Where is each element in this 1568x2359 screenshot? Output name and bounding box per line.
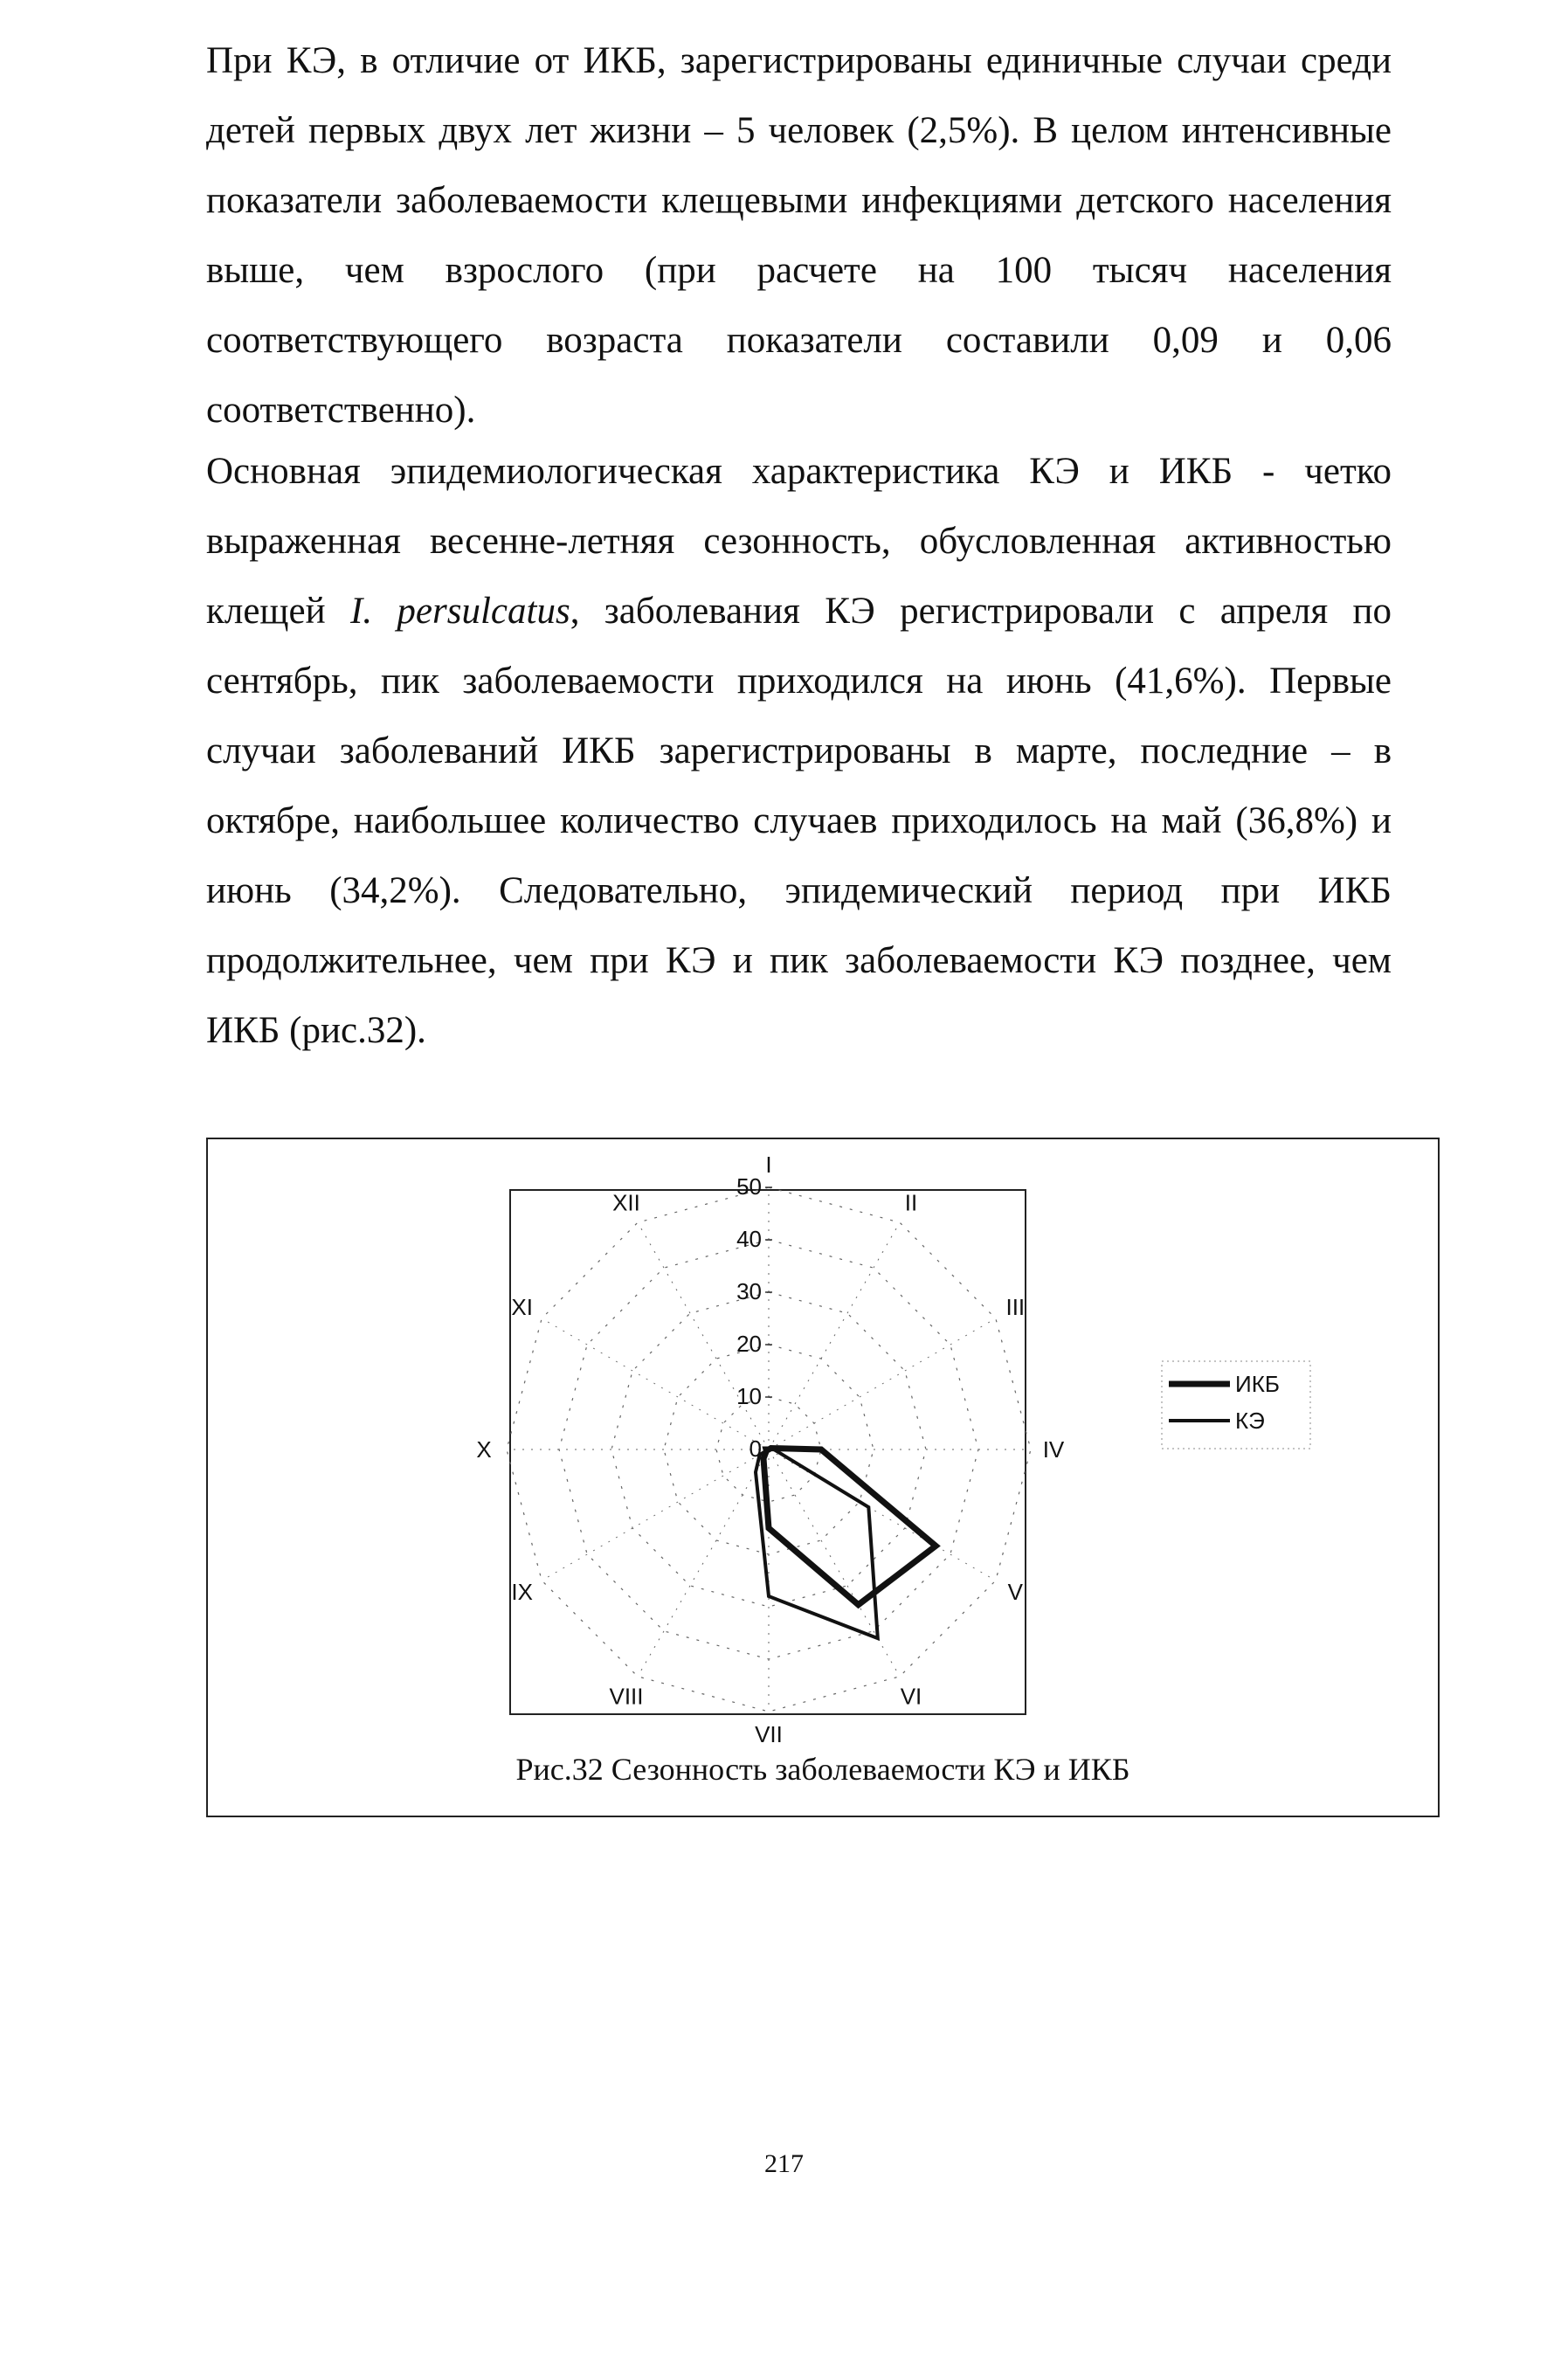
category-label: XII <box>612 1189 640 1216</box>
figure-32 <box>206 1138 1440 1817</box>
chart-legend <box>1162 1361 1310 1449</box>
category-label: VIII <box>609 1683 644 1710</box>
series-line <box>763 1449 936 1605</box>
axis-spoke <box>769 1318 996 1449</box>
category-label: II <box>904 1189 918 1216</box>
axis-spoke <box>769 1222 900 1449</box>
category-label: VII <box>755 1721 783 1742</box>
axis-spoke <box>638 1449 769 1677</box>
axis-spoke <box>769 1449 900 1677</box>
axis-spoke <box>542 1318 769 1449</box>
category-label: III <box>1005 1294 1026 1320</box>
category-label: VI <box>900 1683 922 1710</box>
paragraph-2-text-b: , заболевания КЭ регистрировали с апреля по сентябрь, пик заболеваемости приходился на июнь (41,6%). Первые случаи заболеваний ИКБ зарегистрированы в марте, последние – в октябре, наибольшее количество случаев приходилось на май (36,8%) и июнь (34,2%). Следовательно, эпидемический период при ИКБ продолжительнее, чем при КЭ и пик заболеваемости КЭ позднее, чем ИКБ (рис.32). <box>206 591 1392 1051</box>
radar-chart <box>208 1139 1438 1742</box>
paragraph-1: При КЭ, в отличие от ИКБ, зарегистрированы единичные случаи среди детей первых двух лет жизни – 5 человек (2,5%). В целом интенсивные показатели заболеваемости клещевыми инфекциями детского населения выше, чем взрослого (при расчете на 100 тысяч населения соответствующего возраста показатели составили 0,09 и 0,06 соответственно). <box>206 40 1392 431</box>
category-label: IV <box>1042 1436 1065 1463</box>
figure-caption: Рис.32 Сезонность заболеваемости КЭ и ИКБ <box>515 1752 1130 1787</box>
category-label: V <box>1007 1579 1023 1605</box>
paragraph-2 <box>206 437 1392 1066</box>
page-number: 217 <box>764 2149 804 2178</box>
radial-tick-label: 0 <box>749 1435 762 1462</box>
legend-label: ИКБ <box>1235 1371 1280 1397</box>
category-label: IX <box>511 1579 533 1605</box>
category-label: X <box>476 1436 492 1463</box>
radial-tick-label: 10 <box>736 1383 762 1409</box>
category-label: XI <box>511 1294 533 1320</box>
radial-tick-label: 40 <box>736 1226 762 1252</box>
paragraph-2-text-a: Основная эпидемиологическая характеристика КЭ и ИКБ - четко выраженная весенне-летняя сезонность, обусловленная активностью клещей <box>206 451 1392 632</box>
radial-tick-label: 30 <box>736 1278 762 1304</box>
radar-series <box>756 1449 936 1639</box>
category-label: I <box>765 1152 772 1178</box>
radial-tick-label: 20 <box>736 1331 762 1357</box>
species-name: I. persulcatus <box>350 591 570 632</box>
radial-tick-labels <box>736 1173 772 1462</box>
legend-label: КЭ <box>1235 1408 1265 1434</box>
axis-spoke <box>542 1449 769 1581</box>
radial-tick-label: 50 <box>736 1173 762 1200</box>
